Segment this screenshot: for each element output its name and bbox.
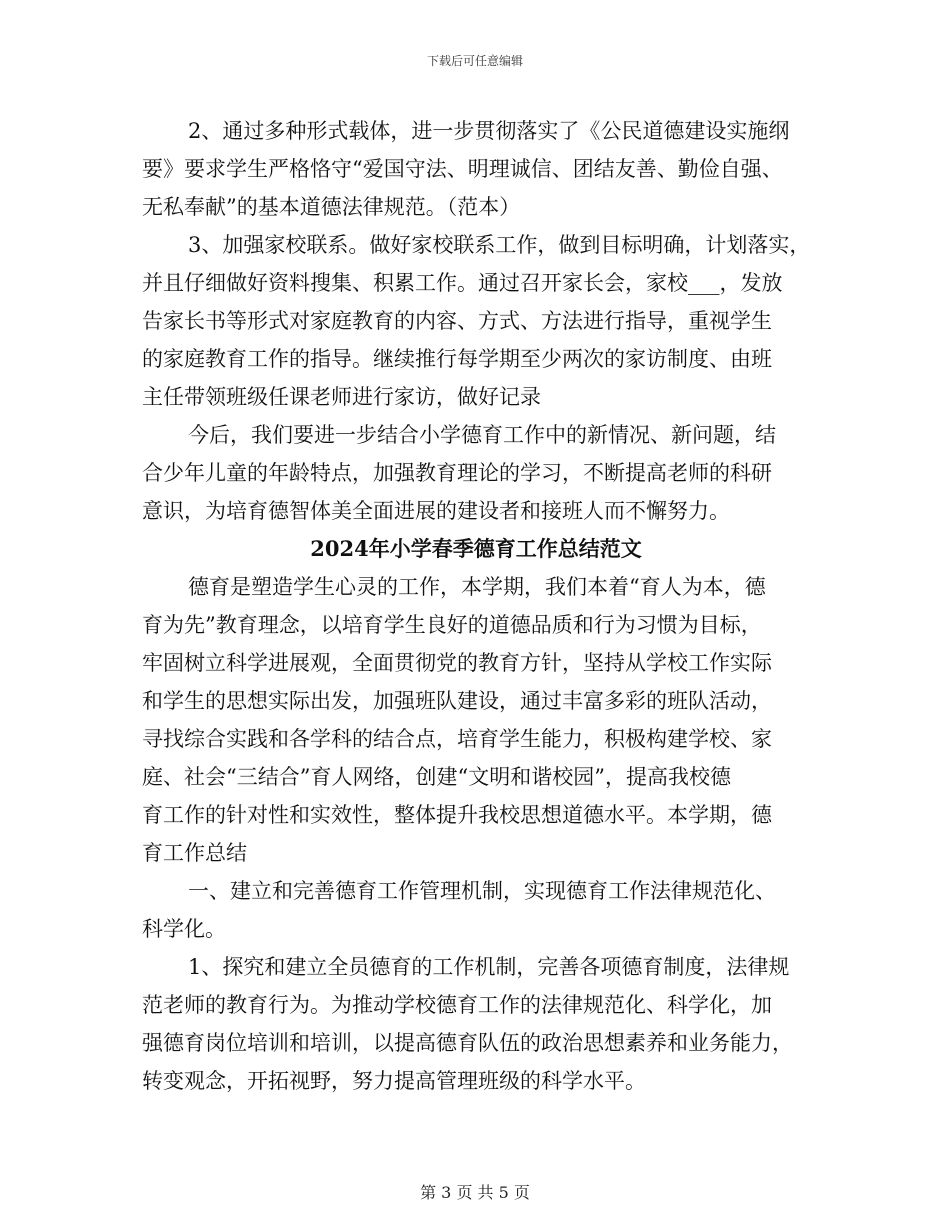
text-line: 强德育岗位培训和培训，以提高德育队伍的政治思想素养和业务能力， [142, 1031, 793, 1055]
text-line: 2、通过多种形式载体，进一步贯彻落实了《公民道德建设实施纲 [188, 119, 790, 143]
text-line: 和学生的思想实际出发，加强班队建设，通过丰富多彩的班队活动， [142, 689, 772, 713]
paragraph [142, 948, 810, 1100]
text-line: 转变观念，开拓视野，努力提高管理班级的科学水平。 [142, 1069, 646, 1093]
text-line: 庭、社会“三结合”育人网络，创建“文明和谐校园”，提高我校德 [142, 765, 731, 789]
page-header: 下载后可任意编辑 [426, 54, 523, 68]
text-line: 要》要求学生严格恪守“爱国守法、明理诚信、团结友善、勤俭自强、 [142, 157, 783, 181]
text-line: 一、建立和完善德育工作管理机制，实现德育工作法律规范化、 [188, 879, 776, 903]
text-line: 无私奉献”的基本道德法律规范。（范本） [142, 195, 521, 219]
paragraph [142, 112, 810, 226]
text-line: 并且仔细做好资料搜集、积累工作。通过召开家长会，家校___，发放 [142, 271, 783, 295]
text-line: 今后，我们要进一步结合小学德育工作中的新情况、新问题，结 [188, 423, 776, 447]
paragraph [142, 416, 810, 530]
paragraph [142, 568, 810, 872]
text-line: 科学化。 [142, 917, 226, 941]
document-body [142, 112, 810, 1100]
text-line: 寻找综合实践和各学科的结合点，培育学生能力，积极构建学校、家 [142, 727, 772, 751]
text-line: 育为先”教育理念，以培育学生良好的道德品质和行为习惯为目标， [142, 613, 762, 637]
page-footer: 第 3 页 共 5 页 [420, 1183, 530, 1202]
text-line: 1、探究和建立全员德育的工作机制，完善各项德育制度，法律规 [188, 955, 790, 979]
paragraph [142, 872, 810, 948]
text-line: 合少年儿童的年龄特点，加强教育理论的学习，不断提高老师的科研 [142, 461, 772, 485]
text-line: 告家长书等形式对家庭教育的内容、方式、方法进行指导，重视学生 [142, 309, 772, 333]
section-title: 2024年小学春季德育工作总结范文 [310, 536, 642, 561]
text-line: 主任带领班级任课老师进行家访，做好记录 [142, 385, 541, 409]
text-line: 育工作总结 [142, 841, 247, 865]
text-line: 的家庭教育工作的指导。继续推行每学期至少两次的家访制度、由班 [142, 347, 772, 371]
text-line: 牢固树立科学进展观，全面贯彻党的教育方针，坚持从学校工作实际 [142, 651, 772, 675]
text-line: 德育是塑造学生心灵的工作，本学期，我们本着“育人为本，德 [188, 575, 766, 599]
text-line: 意识，为培育德智体美全面进展的建设者和接班人而不懈努力。 [142, 499, 730, 523]
paragraph [142, 226, 810, 416]
text-line: 3、加强家校联系。做好家校联系工作，做到目标明确，计划落实， [188, 233, 811, 257]
text-line: 育工作的针对性和实效性，整体提升我校思想道德水平。本学期，德 [142, 803, 772, 827]
text-line: 范老师的教育行为。为推动学校德育工作的法律规范化、科学化，加 [142, 993, 772, 1017]
